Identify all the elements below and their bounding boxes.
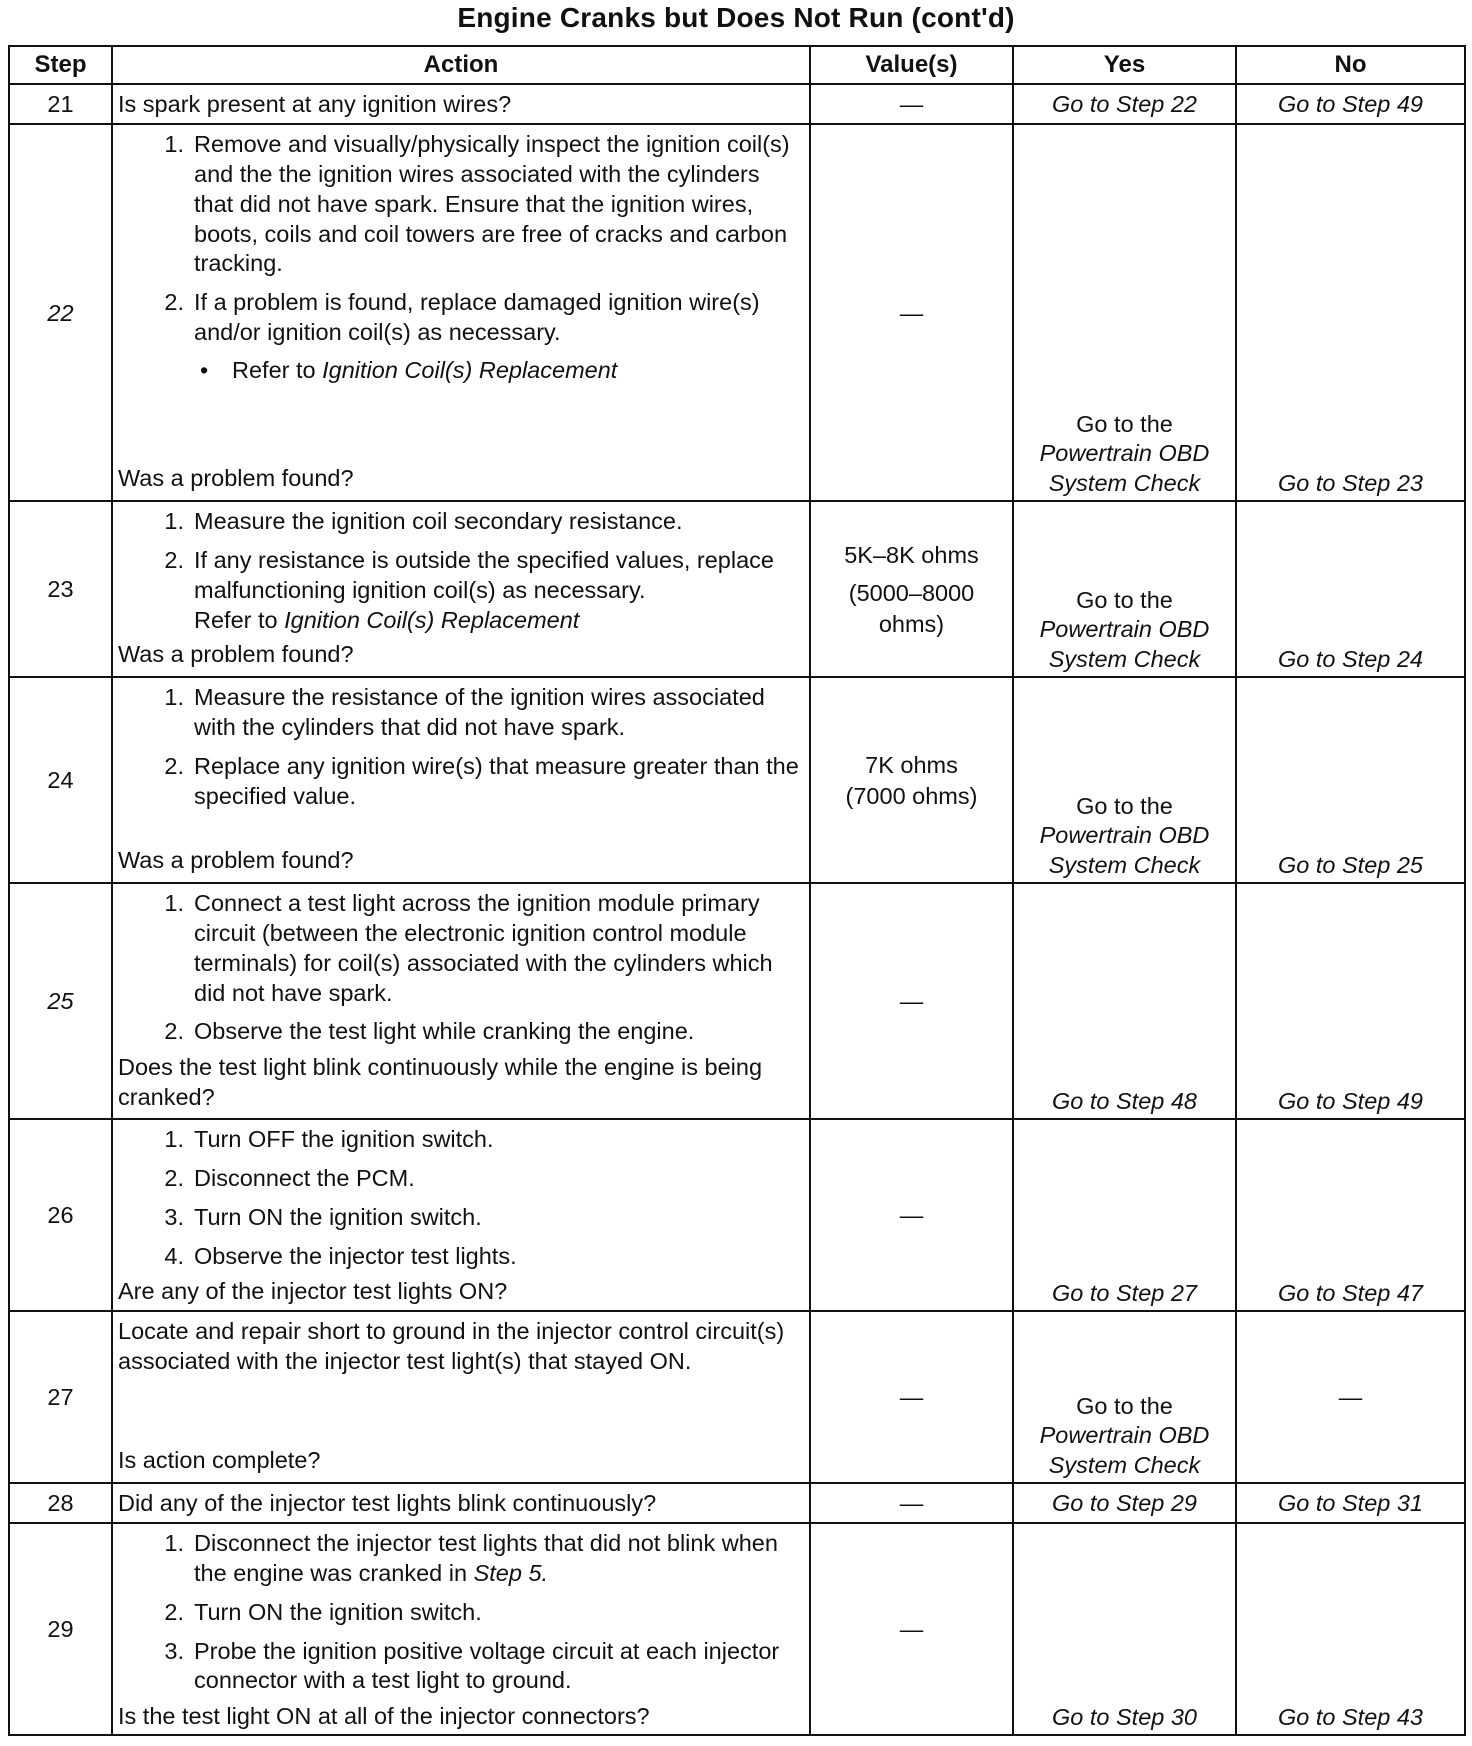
action-cell — [112, 1119, 810, 1311]
step-number: 27 — [9, 1311, 112, 1483]
action-item: 1. Remove and visually/physically inspect the ignition coil(s) and the the ignition wires associated with the cylinders that did not have spark. Ensure that the ignition wires, boots, coils and coil towers are free of cracks and carbon tracking. — [164, 131, 790, 277]
action-cell — [112, 677, 810, 883]
action-item: 2. If any resistance is outside the specified values, replace malfunctioning ignition coil(s) as necessary. Refer to Ignition Coil(s) Replacement — [164, 546, 774, 633]
yes-cell: Go to Step 29 — [1013, 1483, 1236, 1523]
reference-link[interactable]: Step 5. — [473, 1559, 549, 1586]
yes-cell: Go to Step 48 — [1013, 883, 1236, 1119]
step-number: 22 — [9, 124, 112, 501]
table-row — [9, 1483, 1465, 1523]
action-cell — [112, 501, 810, 677]
no-cell: Go to Step 43 — [1236, 1523, 1465, 1735]
table-row — [9, 883, 1465, 1119]
action-cell — [112, 883, 810, 1119]
no-cell: Go to Step 25 — [1236, 677, 1465, 883]
table-row — [9, 501, 1465, 677]
reference-link[interactable]: Ignition Coil(s) Replacement — [322, 356, 618, 383]
no-cell: Go to Step 24 — [1236, 501, 1465, 677]
table-row — [9, 124, 1465, 501]
col-action-header: Action — [112, 46, 810, 84]
action-question: Does the test light blink continuously while the engine is being cranked? — [118, 1054, 763, 1111]
value-cell: — — [810, 124, 1013, 501]
action-item: 2. Disconnect the PCM. — [164, 1164, 415, 1191]
step-number: 21 — [9, 84, 112, 124]
value-cell: 5K–8K ohms (5000–8000 ohms) — [810, 501, 1013, 677]
step-number: 28 — [9, 1483, 112, 1523]
action-question: Is spark present at any ignition wires? — [112, 84, 810, 124]
no-cell: Go to Step 31 — [1236, 1483, 1465, 1523]
yes-cell: Go to the Powertrain OBD System Check — [1013, 1311, 1236, 1483]
action-item: 3. Probe the ignition positive voltage circuit at each injector connector with a test light to ground. — [164, 1637, 780, 1694]
action-item: 1. Turn OFF the ignition switch. — [164, 1126, 494, 1152]
header-row — [9, 46, 1465, 84]
action-item: 2. Replace any ignition wire(s) that measure greater than the specified value. — [164, 752, 799, 809]
no-cell: Go to Step 49 — [1236, 84, 1465, 124]
value-cell: — — [810, 1119, 1013, 1311]
action-item: 2. If a problem is found, replace damaged ignition wire(s) and/or ignition coil(s) as necessary. — [164, 289, 760, 346]
col-no-header: No — [1236, 46, 1465, 84]
action-question: Is the test light ON at all of the injector connectors? — [118, 1703, 650, 1730]
table-row — [9, 84, 1465, 124]
step-number: 29 — [9, 1523, 112, 1735]
yes-cell: Go to Step 30 — [1013, 1523, 1236, 1735]
table-row — [9, 677, 1465, 883]
value-cell: — — [810, 1523, 1013, 1735]
action-question: Are any of the injector test lights ON? — [118, 1278, 508, 1305]
action-item: 4. Observe the injector test lights. — [164, 1242, 517, 1269]
action-cell — [112, 1311, 810, 1483]
sub-bullet: • Refer to Ignition Coil(s) Replacement — [200, 356, 618, 383]
action-item: 1. Measure the ignition coil secondary resistance. — [164, 508, 683, 534]
value-cell: — — [810, 883, 1013, 1119]
action-cell — [112, 124, 810, 501]
col-values-header: Value(s) — [810, 46, 1013, 84]
action-item: 1. Connect a test light across the ignition module primary circuit (between the electronic ignition control module terminals) for coil(s) associated with the cylinders which did not have spark. — [164, 890, 773, 1006]
action-item: 3. Turn ON the ignition switch. — [164, 1203, 482, 1230]
value-cell: — — [810, 1311, 1013, 1483]
yes-cell: Go to the Powertrain OBD System Check — [1013, 124, 1236, 501]
action-item: 1. Measure the resistance of the ignition wires associated with the cylinders that did not have spark. — [164, 684, 765, 740]
yes-cell: Go to Step 27 — [1013, 1119, 1236, 1311]
step-number: 24 — [9, 677, 112, 883]
step-number: 23 — [9, 501, 112, 677]
page-title: Engine Cranks but Does Not Run (cont'd) — [457, 2, 1015, 33]
value-cell: 7K ohms (7000 ohms) — [810, 677, 1013, 883]
yes-cell: Go to the Powertrain OBD System Check — [1013, 677, 1236, 883]
col-yes-header: Yes — [1013, 46, 1236, 84]
yes-cell: Go to the Powertrain OBD System Check — [1013, 501, 1236, 677]
action-item: 2. Turn ON the ignition switch. — [164, 1598, 482, 1625]
no-cell: Go to Step 49 — [1236, 883, 1465, 1119]
action-item: 2. Observe the test light while cranking the engine. — [164, 1018, 695, 1045]
no-cell: Go to Step 23 — [1236, 124, 1465, 501]
table-row — [9, 1119, 1465, 1311]
action-text: Locate and repair short to ground in the injector control circuit(s) associated with the injector test light(s) that stayed ON. — [118, 1318, 785, 1374]
action-question: Was a problem found? — [118, 847, 354, 874]
action-item: 1. Disconnect the injector test lights that did not blink when the engine was cranked in Step 5. — [164, 1530, 778, 1586]
value-cell: — — [810, 84, 1013, 124]
no-cell: Go to Step 47 — [1236, 1119, 1465, 1311]
value-cell: — — [810, 1483, 1013, 1523]
action-question: Was a problem found? — [118, 465, 354, 492]
action-question: Was a problem found? — [118, 641, 354, 668]
step-number: 26 — [9, 1119, 112, 1311]
col-step-header: Step — [9, 46, 112, 84]
action-question: Did any of the injector test lights blink continuously? — [112, 1483, 810, 1523]
action-question: Is action complete? — [118, 1447, 321, 1474]
action-cell — [112, 1523, 810, 1735]
no-cell: — — [1236, 1311, 1465, 1483]
reference-link[interactable]: Ignition Coil(s) Replacement — [284, 606, 580, 633]
yes-cell: Go to Step 22 — [1013, 84, 1236, 124]
step-number: 25 — [9, 883, 112, 1119]
table-row — [9, 1523, 1465, 1735]
diagnostic-table — [8, 45, 1466, 1736]
table-row — [9, 1311, 1465, 1483]
